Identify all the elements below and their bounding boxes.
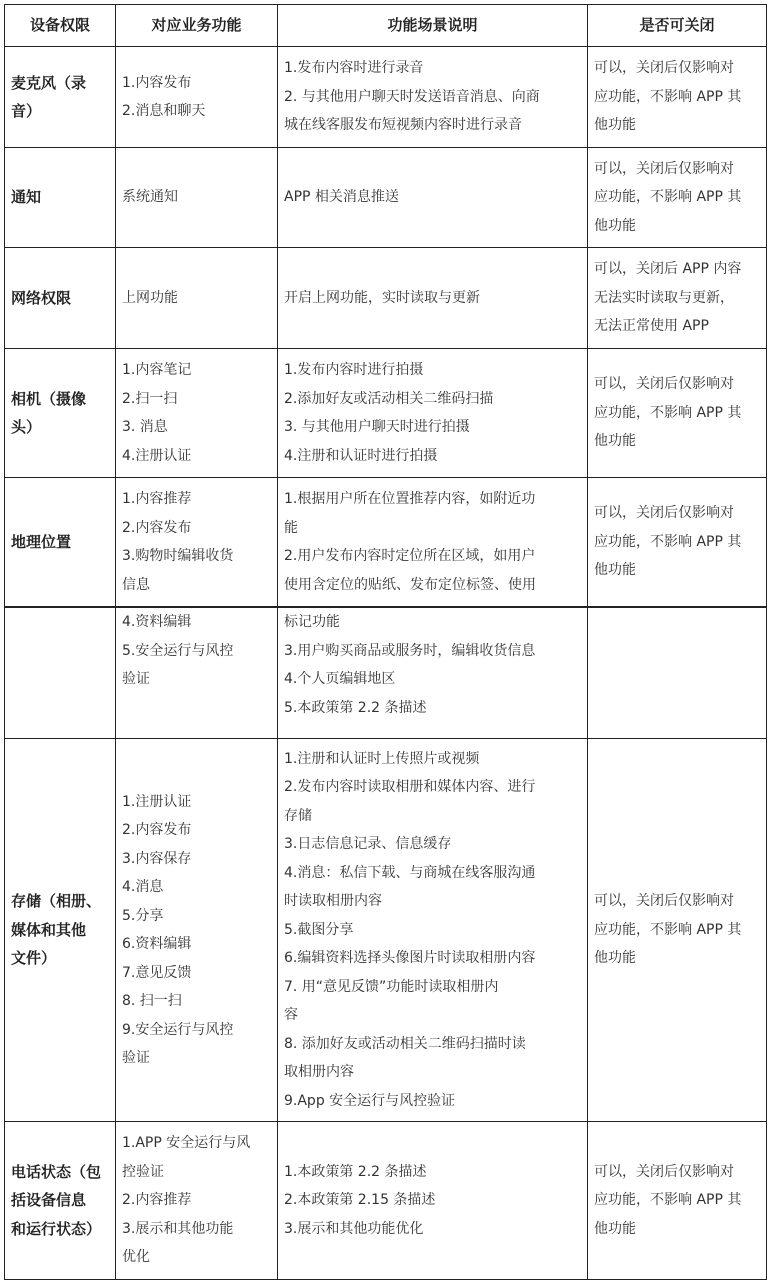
cell-line: 标记功能: [284, 614, 340, 630]
cell-line: 城在线客服发布短视频内容时进行录音: [284, 117, 522, 134]
cell-line: 他功能: [594, 1220, 636, 1237]
cell-line: 4.消息：私信下载、与商城在线客服沟通: [284, 864, 536, 881]
cell-line: 系统通知: [122, 189, 178, 206]
cell-line: 9.App 安全运行与风控验证: [284, 1092, 456, 1109]
table-row: [5, 148, 767, 248]
table-row: [5, 739, 767, 1122]
closable-cell: [588, 349, 767, 478]
table-row: [5, 248, 767, 349]
closable-cell: [588, 608, 767, 739]
cell-line: 3.展示和其他功能: [122, 1220, 234, 1237]
cell-line: 1.注册和认证时上传照片或视频: [284, 750, 480, 767]
cell-line: 9.安全运行与风控: [122, 1021, 234, 1038]
scenarios-cell: [278, 248, 588, 349]
scenarios-cell: [278, 478, 588, 607]
cell-line: 8. 扫一扫: [122, 993, 182, 1009]
table-row: [5, 47, 767, 148]
cell-line: 存储: [284, 807, 312, 824]
cell-line: 媒体和其他: [11, 920, 87, 939]
cell-line: 优化: [122, 1249, 150, 1266]
cell-line: 他功能: [594, 433, 636, 450]
cell-line: 应功能，不影响 APP 其: [594, 921, 742, 938]
table-body: [5, 47, 767, 607]
header-permission: 设备权限: [5, 5, 116, 47]
cell-line: 4.注册认证: [122, 447, 192, 464]
cell-line: 5.本政策第 2.2 条描述: [284, 699, 427, 716]
cell-line: 应功能，不影响 APP 其: [594, 1192, 742, 1209]
cell-line: APP 相关消息推送: [284, 189, 399, 206]
cell-line: 3. 消息: [122, 419, 168, 435]
header-row: [5, 5, 767, 47]
scenarios-cell: [278, 1122, 588, 1280]
scenarios-cell: [278, 349, 588, 478]
cell-line: 可以，关闭后仅影响对: [594, 60, 734, 77]
cell-line: 1.发布内容时进行录音: [284, 60, 424, 77]
cell-line: 4.个人页编辑地区: [284, 671, 396, 687]
functions-cell: [116, 248, 278, 349]
cell-line: 他功能: [594, 950, 636, 967]
cell-line: 麦克风（录: [11, 73, 87, 92]
scenarios-cell: [278, 148, 588, 248]
cell-line: 3.用户购买商品或服务时，编辑收货信息: [284, 642, 536, 659]
permission-cell: [5, 608, 116, 739]
cell-line: 上网功能: [122, 289, 178, 306]
cell-line: 应功能，不影响 APP 其: [594, 533, 742, 550]
cell-line: 5.分享: [122, 907, 164, 924]
cell-line: 3. 与其他用户聊天时进行拍摄: [284, 419, 470, 435]
cell-line: 3.展示和其他功能优化: [284, 1220, 424, 1237]
functions-cell: [116, 349, 278, 478]
cell-line: 可以，关闭后仅影响对: [594, 376, 734, 393]
cell-line: 验证: [122, 671, 150, 687]
table-row: [5, 478, 767, 607]
cell-line: 相机（摄像: [11, 389, 87, 408]
cell-line: 存储（相册、: [11, 892, 102, 911]
cell-line: 7.意见反馈: [122, 964, 192, 981]
header-functions: 对应业务功能: [116, 5, 278, 47]
cell-line: 头）: [11, 418, 42, 436]
cell-line: 1.发布内容时进行拍摄: [284, 362, 424, 378]
cell-line: 应功能，不影响 APP 其: [594, 189, 742, 206]
functions-cell: [116, 47, 278, 148]
cell-line: 1.本政策第 2.2 条描述: [284, 1163, 427, 1180]
cell-line: 2.用户发布内容时定位所在区域，如用户: [284, 548, 536, 564]
cell-line: 1.根据用户所在位置推荐内容，如附近功: [284, 491, 536, 507]
cell-line: 2.添加好友或活动相关二维码扫描: [284, 390, 494, 407]
cell-line: 验证: [122, 1050, 150, 1066]
cell-line: 使用含定位的贴纸、发布定位标签、使用: [284, 576, 536, 593]
header-scenarios: 功能场景说明: [278, 5, 588, 47]
cell-line: 无法正常使用 APP: [594, 318, 709, 335]
cell-line: 文件）: [11, 949, 57, 968]
functions-cell: [116, 148, 278, 248]
permission-cell: [5, 248, 116, 349]
scenarios-cell: [278, 47, 588, 148]
cell-line: 1.内容笔记: [122, 362, 192, 378]
functions-cell: [116, 739, 278, 1122]
cell-line: 3.日志信息记录、信息缓存: [284, 836, 452, 853]
scenarios-cell: [278, 608, 588, 739]
cell-line: 取相册内容: [284, 1064, 354, 1081]
permission-cell: [5, 1122, 116, 1280]
cell-line: 5.安全运行与风控: [122, 642, 234, 659]
closable-cell: [588, 739, 767, 1122]
cell-line: 应功能，不影响 APP 其: [594, 404, 742, 421]
permission-cell: [5, 148, 116, 248]
cell-line: 2.内容发布: [122, 519, 192, 536]
cell-line: 6.资料编辑: [122, 936, 192, 952]
cell-line: 1.注册认证: [122, 793, 192, 810]
permission-cell: [5, 349, 116, 478]
cell-line: 5.截图分享: [284, 921, 354, 938]
cell-line: 开启上网功能，实时读取与更新: [284, 289, 480, 306]
cell-line: 2.本政策第 2.15 条描述: [284, 1192, 436, 1209]
cell-line: 1.内容推荐: [122, 491, 192, 507]
cell-line: 应功能，不影响 APP 其: [594, 88, 742, 105]
permission-cell: [5, 739, 116, 1122]
cell-line: 地理位置: [11, 532, 72, 551]
cell-line: 能: [284, 519, 298, 536]
cell-line: 3.购物时编辑收货: [122, 548, 234, 564]
functions-cell: [116, 608, 278, 739]
header-closable: 是否可关闭: [588, 5, 767, 47]
cell-line: 可以，关闭后仅影响对: [594, 893, 734, 910]
table-body: [5, 608, 767, 1280]
closable-cell: [588, 248, 767, 349]
permission-cell: [5, 478, 116, 607]
cell-line: 2.内容推荐: [122, 1192, 192, 1209]
permission-cell: [5, 47, 116, 148]
cell-line: 时读取相册内容: [284, 893, 382, 910]
table-row: [5, 349, 767, 478]
cell-line: 音）: [11, 102, 42, 120]
cell-line: 2.消息和聊天: [122, 103, 206, 119]
closable-cell: [588, 478, 767, 607]
cell-line: 8. 添加好友或活动相关二维码扫描时读: [284, 1035, 526, 1052]
cell-line: 可以，关闭后仅影响对: [594, 505, 734, 522]
cell-line: 括设备信息: [11, 1191, 87, 1210]
closable-cell: [588, 148, 767, 248]
cell-line: 电话状态（包: [11, 1162, 102, 1181]
permissions-table-part-1: [4, 4, 767, 607]
cell-line: 4.资料编辑: [122, 614, 192, 630]
cell-line: 2.扫一扫: [122, 390, 178, 407]
cell-line: 他功能: [594, 117, 636, 134]
cell-line: 控验证: [122, 1163, 164, 1180]
cell-line: 信息: [122, 576, 150, 593]
cell-line: 4.注册和认证时进行拍摄: [284, 447, 438, 464]
functions-cell: [116, 478, 278, 607]
cell-line: 无法实时读取与更新，: [594, 289, 734, 306]
cell-line: 4.消息: [122, 879, 164, 895]
cell-line: 2.发布内容时读取相册和媒体内容、进行: [284, 779, 536, 796]
scenarios-cell: [278, 739, 588, 1122]
cell-line: 6.编辑资料选择头像图片时读取相册内容: [284, 950, 536, 967]
closable-cell: [588, 1122, 767, 1280]
cell-line: 和运行状态）: [11, 1219, 102, 1238]
cell-line: 他功能: [594, 562, 636, 579]
cell-line: 网络权限: [11, 288, 72, 307]
table-row: [5, 1122, 767, 1280]
cell-line: 他功能: [594, 217, 636, 234]
closable-cell: [588, 47, 767, 148]
table-row: [5, 608, 767, 739]
permissions-table-part-2: [4, 607, 767, 1280]
cell-line: 7. 用“意见反馈”功能时读取相册内: [284, 978, 499, 995]
cell-line: 可以，关闭后仅影响对: [594, 1163, 734, 1180]
cell-line: 可以，关闭后 APP 内容: [594, 261, 742, 278]
cell-line: 1.内容发布: [122, 74, 192, 91]
cell-line: 可以，关闭后仅影响对: [594, 160, 734, 177]
cell-line: 通知: [11, 188, 42, 207]
cell-line: 3.内容保存: [122, 850, 192, 867]
cell-line: 2. 与其他用户聊天时发送语音消息、向商: [284, 88, 540, 105]
cell-line: 1.APP 安全运行与风: [122, 1135, 251, 1152]
functions-cell: [116, 1122, 278, 1280]
cell-line: 容: [284, 1007, 298, 1024]
cell-line: 2.内容发布: [122, 822, 192, 838]
